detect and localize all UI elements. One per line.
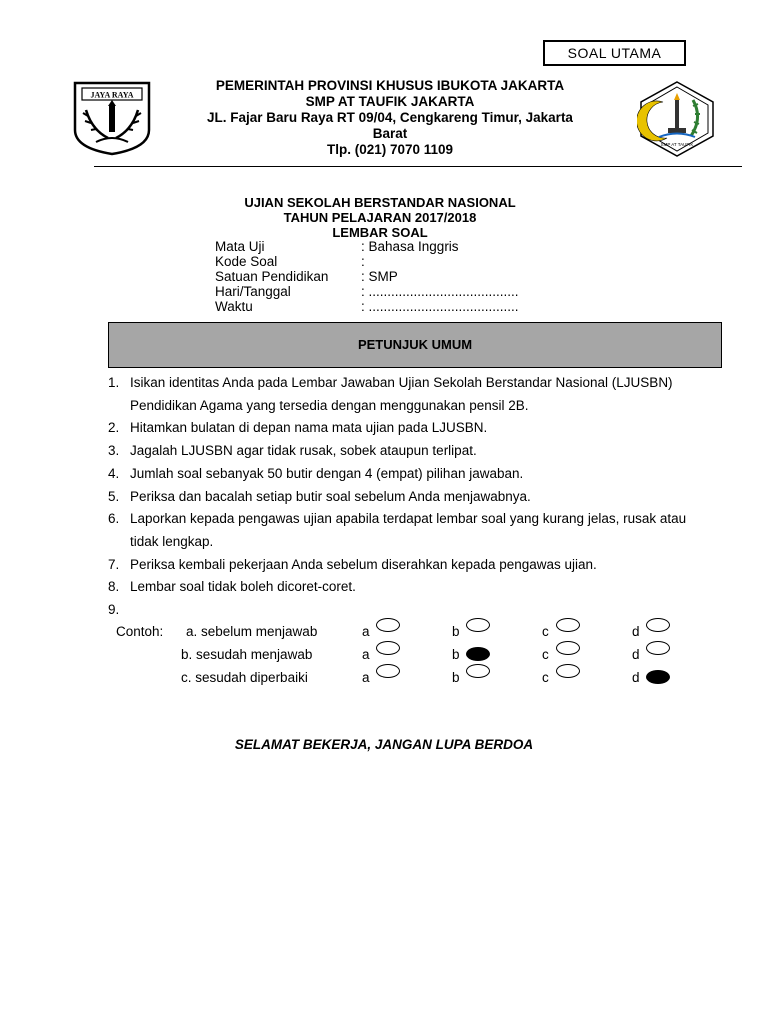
answer-bubble-b — [466, 664, 490, 678]
jaya-raya-emblem-icon — [72, 80, 152, 156]
item-text: Laporkan kepada pengawas ujian apabila terdapat lembar soal yang kurang jelas, rusak atau tidak lengkap. — [130, 511, 687, 549]
general-instructions-header: PETUNJUK UMUM — [108, 322, 722, 368]
item-number: 6. — [108, 511, 120, 527]
item-text: Periksa kembali pekerjaan Anda sebelum diserahkan kepada pengawas ujian. — [130, 556, 597, 572]
exam-title-line3: LEMBAR SOAL — [332, 225, 428, 240]
answer-bubble-d-filled — [646, 670, 670, 684]
list-item — [108, 599, 718, 622]
answer-bubble-c — [556, 641, 580, 655]
item-text — [130, 599, 718, 622]
header-address-city: Barat — [372, 126, 408, 141]
list-item — [108, 486, 718, 509]
info-row-time — [215, 299, 519, 314]
info-label: Kode Soal — [215, 254, 278, 269]
header-phone: Tlp. (021) 7070 1109 — [326, 142, 454, 157]
option-letter: d — [632, 647, 640, 662]
exam-title-line1: UJIAN SEKOLAH BERSTANDAR NASIONAL — [244, 195, 516, 210]
list-item — [108, 576, 718, 599]
item-text: Jumlah soal sebanyak 50 butir dengan 4 (empat) pilihan jawaban. — [130, 465, 524, 481]
answer-bubble-c — [556, 664, 580, 678]
item-number: 4. — [108, 465, 120, 481]
answer-bubble-b — [466, 618, 490, 632]
option-letter: b — [452, 670, 460, 685]
option-letter: c — [542, 624, 549, 639]
example-row-text: b. sesudah menjawab — [181, 647, 313, 662]
list-item — [108, 372, 718, 417]
soal-utama-badge: SOAL UTAMA — [543, 40, 686, 66]
info-value: : — [361, 254, 365, 269]
example-row — [116, 666, 716, 688]
option-letter: b — [452, 624, 460, 639]
option-letter: a — [362, 624, 370, 639]
option-letter: a — [362, 647, 370, 662]
list-item — [108, 463, 718, 486]
info-value: : ........................................ — [361, 299, 519, 314]
option-letter: a — [362, 670, 370, 685]
item-text: Isikan identitas Anda pada Lembar Jawaban Ujian Sekolah Berstandar Nasional (LJUSBN) Pendidikan Agama yang tersedia dengan menggunakan pensil 2B. — [130, 375, 673, 413]
item-number: 5. — [108, 488, 120, 504]
answer-bubble-a — [376, 664, 400, 678]
example-row — [116, 643, 716, 665]
item-number: 9. — [108, 602, 120, 618]
exam-title-line2: TAHUN PELAJARAN 2017/2018 — [283, 210, 477, 225]
item-text: Periksa dan bacalah setiap butir soal sebelum Anda menjawabnya. — [130, 488, 531, 504]
exam-title — [200, 195, 560, 240]
list-item — [108, 554, 718, 577]
info-value: : SMP — [361, 269, 398, 284]
header-address: JL. Fajar Baru Raya RT 09/04, Cengkareng Timur, Jakarta — [207, 110, 573, 125]
info-row-level — [215, 269, 519, 284]
item-text: Jagalah LJUSBN agar tidak rusak, sobek ataupun terlipat. — [130, 443, 477, 459]
list-item — [108, 508, 718, 553]
answer-bubble-a — [376, 641, 400, 655]
answer-bubble-d — [646, 618, 670, 632]
answer-bubble-d — [646, 641, 670, 655]
info-label: Waktu — [215, 299, 253, 314]
option-letter: c — [542, 670, 549, 685]
option-letter: d — [632, 670, 640, 685]
example-row — [116, 620, 716, 642]
school-emblem-icon — [637, 80, 717, 158]
example-row-text: c. sesudah diperbaiki — [181, 670, 308, 685]
list-item — [108, 440, 718, 463]
list-item — [108, 417, 718, 440]
option-letter: b — [452, 647, 460, 662]
school-emblem-text: SMP AT TAUFIK — [660, 142, 694, 147]
answer-bubble-a — [376, 618, 400, 632]
item-number: 1. — [108, 375, 120, 390]
example-row-text: a. sebelum menjawab — [186, 624, 318, 639]
info-value: : ........................................ — [361, 284, 519, 299]
info-label: Satuan Pendidikan — [215, 269, 329, 284]
item-number: 3. — [108, 443, 120, 459]
example-label: Contoh: — [116, 624, 164, 639]
instructions-list — [108, 372, 718, 622]
info-row-date — [215, 284, 519, 299]
answer-bubble-b-filled — [466, 647, 490, 661]
option-letter: c — [542, 647, 549, 662]
info-label: Mata Uji — [215, 239, 265, 254]
answer-bubble-c — [556, 618, 580, 632]
info-value: : Bahasa Inggris — [361, 239, 459, 254]
closing-message: SELAMAT BEKERJA, JANGAN LUPA BERDOA — [234, 737, 534, 752]
header-divider — [94, 166, 742, 167]
item-number: 2. — [108, 420, 120, 436]
info-row-code — [215, 254, 519, 269]
school-header — [160, 78, 620, 158]
item-text: Hitamkan bulatan di depan nama mata ujian pada LJUSBN. — [130, 420, 488, 436]
header-province: PEMERINTAH PROVINSI KHUSUS IBUKOTA JAKARTA — [215, 78, 565, 93]
item-text: Lembar soal tidak boleh dicoret-coret. — [130, 579, 356, 595]
option-letter: d — [632, 624, 640, 639]
item-number: 7. — [108, 556, 120, 572]
header-school-name: SMP AT TAUFIK JAKARTA — [305, 94, 475, 109]
jaya-raya-text: JAYA RAYA — [90, 90, 134, 100]
info-label: Hari/Tanggal — [215, 284, 291, 299]
info-row-subject — [215, 239, 519, 254]
item-number: 8. — [108, 579, 120, 595]
exam-info — [215, 239, 519, 314]
